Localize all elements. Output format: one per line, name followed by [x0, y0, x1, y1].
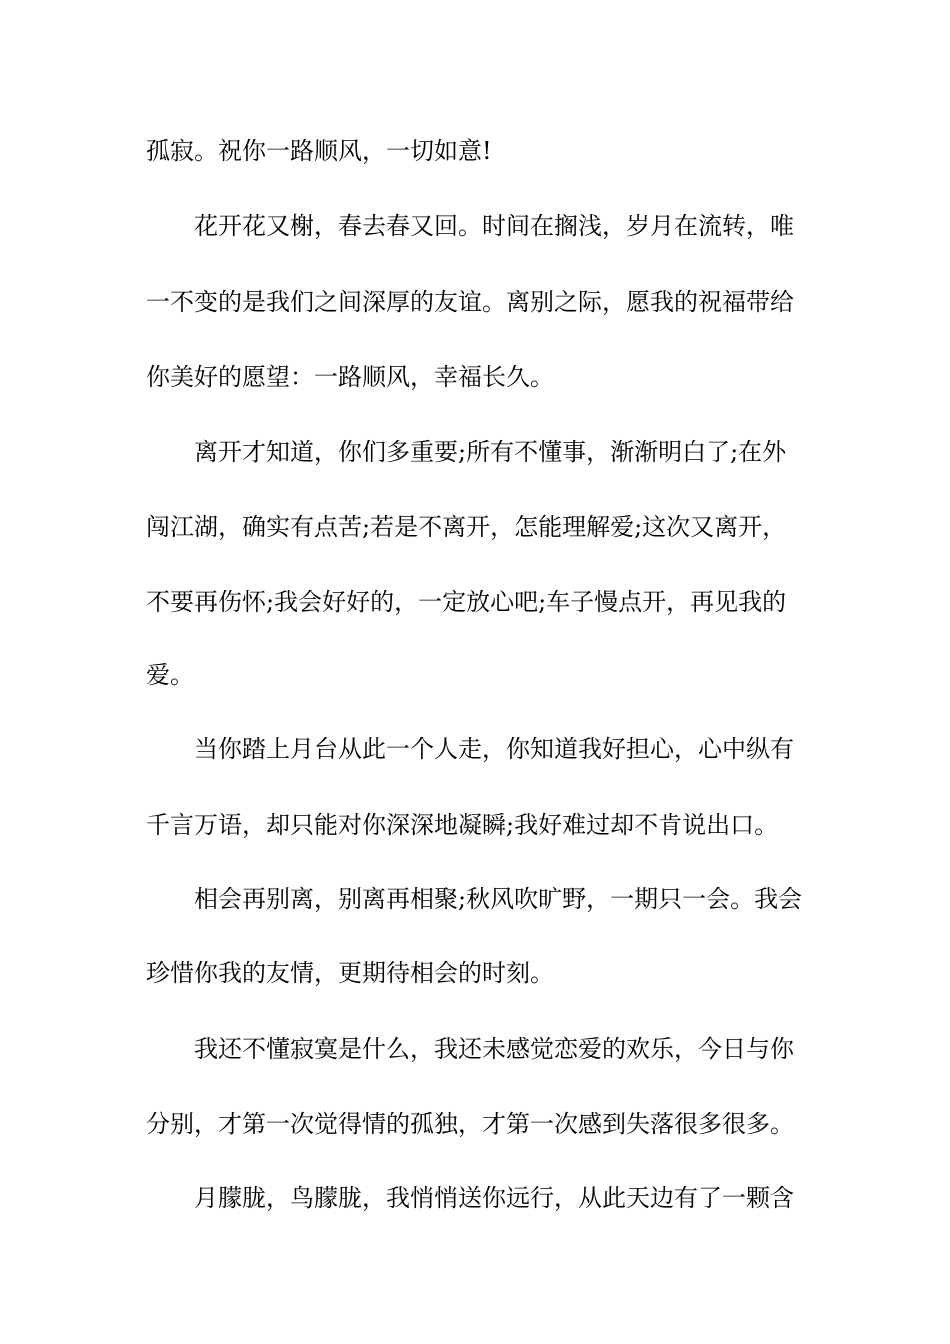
text-line: 不要再伤怀;我会好好的，一定放心吧;车子慢点开，再见我的	[146, 588, 787, 616]
text-line: 千言万语，却只能对你深深地凝瞬;我好难过却不肯说出口。	[146, 811, 779, 839]
text-line: 一不变的是我们之间深厚的友谊。离别之际，愿我的祝福带给	[146, 288, 794, 316]
paragraph-first-line: 花开花又榭，春去春又回。时间在搁浅，岁月在流转，唯	[194, 212, 794, 240]
text-line: 闯江湖，确实有点苦;若是不离开，怎能理解爱;这次又离开，	[146, 513, 787, 541]
paragraph-first-line: 我还不懂寂寞是什么，我还未感觉恋爱的欢乐，今日与你	[194, 1035, 794, 1063]
text-line: 珍惜你我的友情，更期待相会的时刻。	[146, 959, 554, 987]
text-line: 爱。	[146, 661, 194, 689]
paragraph-first-line: 离开才知道，你们多重要;所有不懂事，渐渐明白了;在外	[194, 438, 787, 466]
paragraph-first-line: 相会再别离，别离再相聚;秋风吹旷野，一期只一会。我会	[194, 885, 803, 913]
paragraph-first-line: 月朦胧，鸟朦胧，我悄悄送你远行，从此天边有了一颗含	[194, 1184, 794, 1212]
text-line: 你美好的愿望：一路顺风，幸福长久。	[146, 363, 554, 391]
text-line: 孤寂。祝你一路顺风，一切如意!	[146, 137, 492, 165]
text-line: 分别，才第一次觉得情的孤独，才第一次感到失落很多很多。	[146, 1110, 794, 1138]
paragraph-first-line: 当你踏上月台从此一个人走，你知道我好担心，心中纵有	[194, 735, 794, 763]
